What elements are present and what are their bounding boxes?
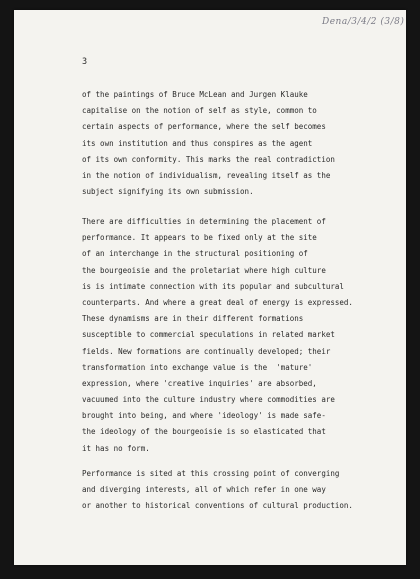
text-line: Performance is sited at this crossing point of converging	[82, 469, 340, 478]
handwritten-archive-reference: Dena/3/4/2 (3/8)	[322, 17, 405, 27]
text-line: brought into being, and where 'ideology' is made safe-	[82, 411, 326, 421]
text-line: transformation into exchange value is the 'mature'	[82, 362, 313, 372]
text-line: and diverging interests, all of which refer in one way	[82, 485, 326, 495]
text-line: fields. New formations are continually developed; their	[82, 346, 331, 356]
text-line: certain aspects of performance, where the self becomes	[82, 122, 326, 132]
text-line: or another to historical conventions of cultural production.	[82, 501, 353, 511]
paragraph-1	[82, 87, 400, 200]
text-line: expression, where 'creative inquiries' are absorbed,	[82, 378, 317, 388]
paragraph-2	[82, 214, 353, 457]
text-line: its own institution and thus conspires as the agent	[82, 138, 313, 148]
document-page	[14, 10, 406, 565]
text-line: counterparts. And where a great deal of energy is expressed.	[82, 297, 353, 307]
text-line: There are difficulties in determining the placement of	[82, 217, 326, 226]
body-text	[82, 87, 400, 511]
text-line: capitalise on the notion of self as style, common to	[82, 106, 317, 116]
text-line: subject signifying its own submission.	[82, 187, 254, 197]
text-line: of the paintings of Bruce McLean and Jurgen Klauke	[82, 90, 308, 99]
paragraph-3	[82, 466, 353, 515]
text-line: the bourgeoisie and the proletariat where high culture	[82, 265, 326, 275]
text-line: These dynamisms are in their different formations	[82, 314, 304, 324]
text-line: of an interchange in the structural positioning of	[82, 249, 308, 259]
text-line: the ideology of the bourgeoisie is so elasticated that	[82, 427, 326, 437]
text-line: of its own conformity. This marks the real contradiction	[82, 154, 335, 164]
text-line: in the notion of individualism, revealing itself as the	[82, 170, 331, 180]
page-number: 3	[82, 57, 88, 67]
text-line: it has no form.	[82, 443, 150, 453]
text-line: susceptible to commercial speculations in related market	[82, 330, 335, 340]
text-line: performance. It appears to be fixed only at the site	[82, 233, 317, 243]
text-line: vacuumed into the culture industry where commodities are	[82, 395, 335, 405]
text-line: is is intimate connection with its popular and subcultural	[82, 281, 344, 291]
